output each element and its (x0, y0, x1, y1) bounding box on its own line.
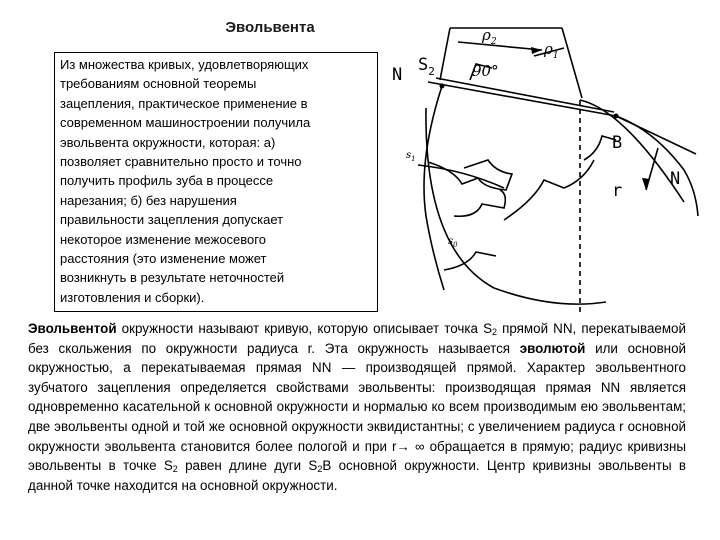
involute-definition-paragraph: Эвольвентой окружности называют кривую, которую описывает точка $S_2$ прямой NN, перекатываемой без скольжения по окружности радиуса r. Эта окружность называется эволютой или основной окружностью, а перекатываемая прямая NN — производящей прямой. Характер эвольвентного зубчатого зацепления определяется свойствами эвольвенты: производящая прямая NN является одновременно касательной к основной окружности и нормалью ко всем производимым ею эвольвентам; две эвольвенты одной и той же основной окружности эквидистантны; с увеличением радиуса r основной окружности эвольвента становится более пологой и при r→ ∞ обращается в прямую; радиус кривизны эвольвенты в точке $S_2$ равен длине дуги $S_2B$ основной окружности. Центр кривизны эвольвенты в данной точке находится на основной окружности. (28, 321, 687, 493)
intro-line: зацепления, практическое применение в (60, 95, 308, 111)
intro-line: Из множества кривых, удовлетворяющих (60, 57, 309, 72)
intro-line: нарезания; б) без нарушения (60, 192, 237, 208)
tangent-line (436, 78, 614, 112)
label-angle: 90° (472, 62, 499, 80)
rotation-arrowhead (642, 178, 650, 190)
label-b: B (612, 133, 623, 153)
intro-line: современном машиностроении получила (60, 115, 311, 131)
involute-figure (384, 20, 702, 322)
generating-line-nn (428, 82, 696, 154)
intro-line: возникнуть в результате неточностей (60, 270, 285, 286)
label-rho1: $\rho_1$ (544, 40, 559, 61)
label-s1: $s_1$ (406, 150, 416, 163)
page-title: Эвольвента (225, 19, 315, 36)
intro-line: некоторое изменение межосевого (60, 231, 266, 247)
term-involute: Эвольвентой (28, 321, 117, 336)
intro-line: изготовления и сборки). (60, 289, 205, 305)
label-n-right: N (670, 169, 681, 189)
term-evolute: эволютой (519, 340, 586, 356)
label-s0: $s_0$ (448, 236, 458, 249)
intro-line: расстояния (это изменение может (60, 251, 267, 267)
intro-text (60, 55, 371, 307)
dimension-right-line (562, 28, 582, 98)
intro-line: эвольвента окружности, которая: а) (60, 134, 276, 150)
label-rho2: $\rho_2$ (482, 26, 497, 47)
rho2-dimension (458, 42, 542, 50)
intro-line: позволяет сравнительно просто и точно (60, 154, 302, 170)
intro-text-box (54, 52, 378, 312)
tooth-profile-3 (444, 252, 496, 270)
dimension-left-line (440, 28, 450, 80)
intro-line: правильности зацепления допускает (60, 212, 284, 228)
involute-s2 (424, 86, 444, 290)
point-b (614, 114, 619, 119)
tooth-profile-2 (454, 190, 505, 216)
label-r: r (612, 181, 623, 201)
base-circle-arc (426, 108, 606, 304)
label-s2: $S_2$ (418, 55, 435, 78)
label-n-left: N (392, 65, 403, 85)
rho2-arrowhead (531, 47, 542, 54)
intro-line: требованиям основной теоремы (60, 76, 257, 92)
intro-line: получить профиль зуба в процессе (60, 173, 274, 189)
point-s2 (440, 84, 445, 89)
